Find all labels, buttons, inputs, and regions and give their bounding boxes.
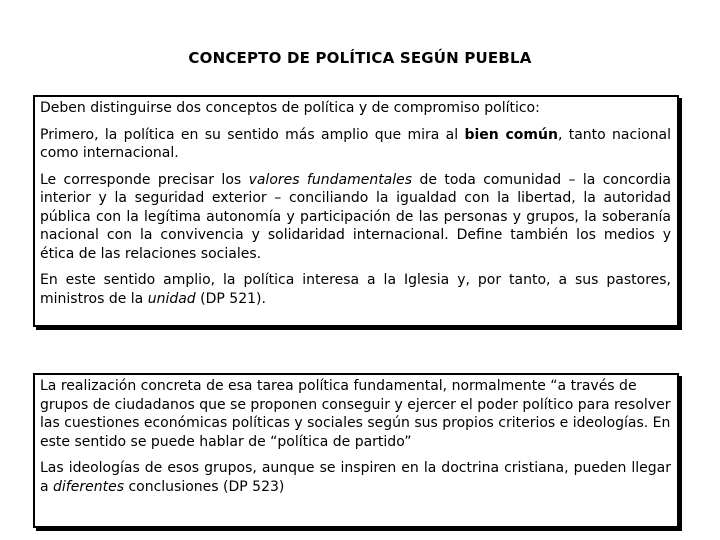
church-text-end: (DP 521). — [195, 290, 266, 307]
ideologies-paragraph — [40, 459, 671, 496]
fundamental-values-paragraph — [40, 171, 671, 264]
page-title: CONCEPTO DE POLÍTICA SEGÚN PUEBLA — [188, 49, 532, 67]
ideologies-text-start: Las ideologías de esos grupos, aunque se inspiren en la doctrina cristiana, pueden llegar a — [40, 460, 671, 495]
definition-box-party-politics — [33, 373, 679, 528]
values-text-start: Le corresponde precisar los — [40, 171, 249, 188]
first-concept-paragraph — [40, 126, 671, 163]
valores-fundamentales-emphasis: valores fundamentales — [248, 171, 413, 188]
ideologies-text-end: conclusiones (DP 523) — [124, 478, 285, 495]
bien-comun-emphasis: bien común — [464, 126, 558, 143]
definition-box-broad-sense — [33, 95, 679, 327]
unidad-emphasis: unidad — [147, 290, 196, 307]
first-concept-text-end: , tanto nacional como internacional. — [40, 126, 672, 161]
values-text-end: de toda comunidad – la concordia interior y la seguridad exterior – conciliando la igualdad con la libertad, la autoridad pública con la legítima autonomía y participación de las personas y grupos, la soberanía nacional con la convivencia y solidaridad internacional. Define también los medios y ética de las relaciones sociales. — [40, 171, 671, 262]
first-concept-text-start: Primero, la política en su sentido más amplio que mira al — [40, 126, 465, 143]
diferentes-emphasis: diferentes — [53, 478, 124, 495]
church-text-start: En este sentido amplio, la política interesa a la Iglesia y, por tanto, a sus pastores, ministros de la — [40, 272, 671, 307]
party-politics-paragraph: La realización concreta de esa tarea política fundamental, normalmente “a través de grupos de ciudadanos que se proponen conseguir y ejercer el poder político para resolver las cuestiones económicas políticas y sociales según sus propios criterios e ideologías. En este sentido se puede hablar de “política de partido” — [40, 378, 671, 450]
church-interest-paragraph — [40, 271, 671, 308]
intro-paragraph: Deben distinguirse dos conceptos de política y de compromiso político: — [40, 100, 540, 116]
